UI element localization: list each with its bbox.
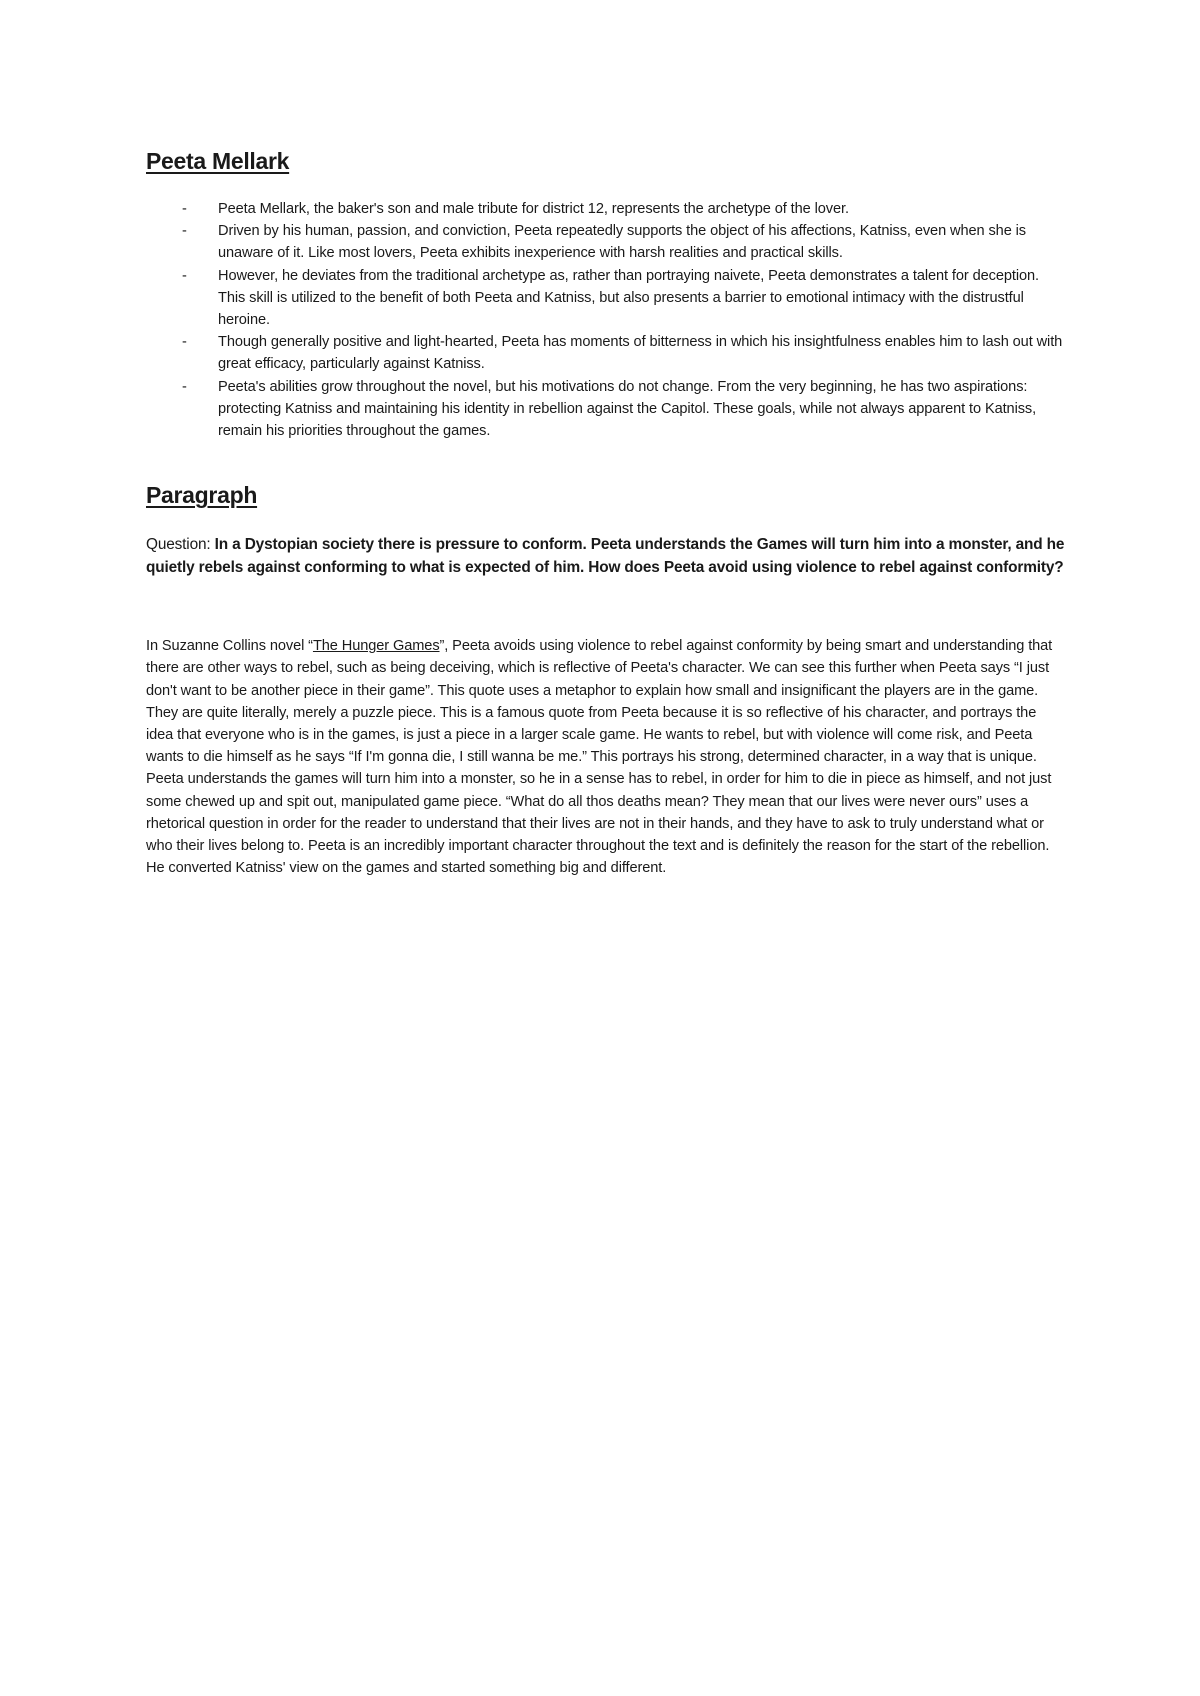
bullet-dash: - — [182, 223, 187, 240]
question-text: In a Dystopian society there is pressure to conform. Peeta understands the Games will turn him into a monster, and he quietly rebels against conforming to what is expected of him. How does Peeta avoid using violence to rebel against conformity? — [146, 536, 1065, 576]
character-bullet-list — [146, 198, 1066, 442]
bullet-dash: - — [182, 267, 187, 284]
bullet-item — [146, 331, 1066, 375]
answer-body: ”, Peeta avoids using violence to rebel against conformity by being smart and understanding that there are other ways to rebel, such as being deceiving, which is reflective of Peeta's character. We can see this further when Peeta says “I just don't want to be another piece in their game”. This quote uses a metaphor to explain how small and insignificant the players are in the game. They are quite literally, merely a puzzle piece. This is a famous quote from Peeta because it is so reflective of his character, and portrays the idea that everyone who is in the games, is just a piece in a larger scale game. He wants to rebel, but with violence will come risk, and Peeta wants to die himself as he says “If I'm gonna die, I still wanna be me.” This portrays his strong, determined character, in a way that is unique. Peeta understands the games will turn him into a monster, so he in a sense has to rebel, in order for him to die in piece as himself, and not just some chewed up and spit out, manipulated game piece. “What do all thos deaths mean? They mean that our lives were never ours” uses a rhetorical question in order for the reader to understand that their lives are not in their hands, and they have to ask to truly understand what or who their lives belong to. Peeta is an incredibly important character throughout the text and is definitely the reason for the start of the rebellion. He converted Katniss' view on the games and started something big and different. — [146, 638, 1053, 877]
bullet-item — [146, 220, 1066, 264]
bullet-dash: - — [182, 378, 187, 395]
answer-intro: In Suzanne Collins novel “ — [146, 638, 313, 655]
bullet-text: Peeta's abilities grow throughout the novel, but his motivations do not change. From the very beginning, he has two aspirations: protecting Katniss and maintaining his identity in rebellion against the Capitol. These goals, while not always apparent to Katniss, remain his priorities throughout the games. — [218, 378, 1037, 440]
section-heading-paragraph: Paragraph — [146, 482, 258, 509]
answer-paragraph — [146, 635, 1066, 879]
question-label: Question: — [146, 536, 215, 554]
bullet-text: Driven by his human, passion, and conviction, Peeta repeatedly supports the object of his affections, Katniss, even when she is unaware of it. Like most lovers, Peeta exhibits inexperience with harsh realities and practical skills. — [218, 223, 1026, 262]
document-page — [146, 146, 1066, 879]
bullet-dash: - — [182, 334, 187, 351]
paragraph-section — [146, 480, 1066, 879]
bullet-item — [146, 265, 1066, 332]
book-title: The Hunger Games — [312, 638, 440, 655]
bullet-text: However, he deviates from the traditional archetype as, rather than portraying naivete, Peeta demonstrates a talent for deception. This skill is utilized to the benefit of both Peeta and Katniss, but also presents a barrier to emotional intimacy with the distrustful heroine. — [218, 267, 1039, 329]
bullet-text: Peeta Mellark, the baker's son and male tribute for district 12, represents the archetype of the lover. — [218, 201, 849, 217]
bullet-text: Though generally positive and light-hearted, Peeta has moments of bitterness in which his insightfulness enables him to lash out with great efficacy, particularly against Katniss. — [218, 334, 1063, 373]
bullet-item — [146, 198, 1066, 220]
bullet-dash: - — [182, 201, 187, 217]
section-heading-peeta-mellark: Peeta Mellark — [146, 148, 290, 174]
question-paragraph — [146, 534, 1066, 579]
bullet-item — [146, 376, 1066, 443]
